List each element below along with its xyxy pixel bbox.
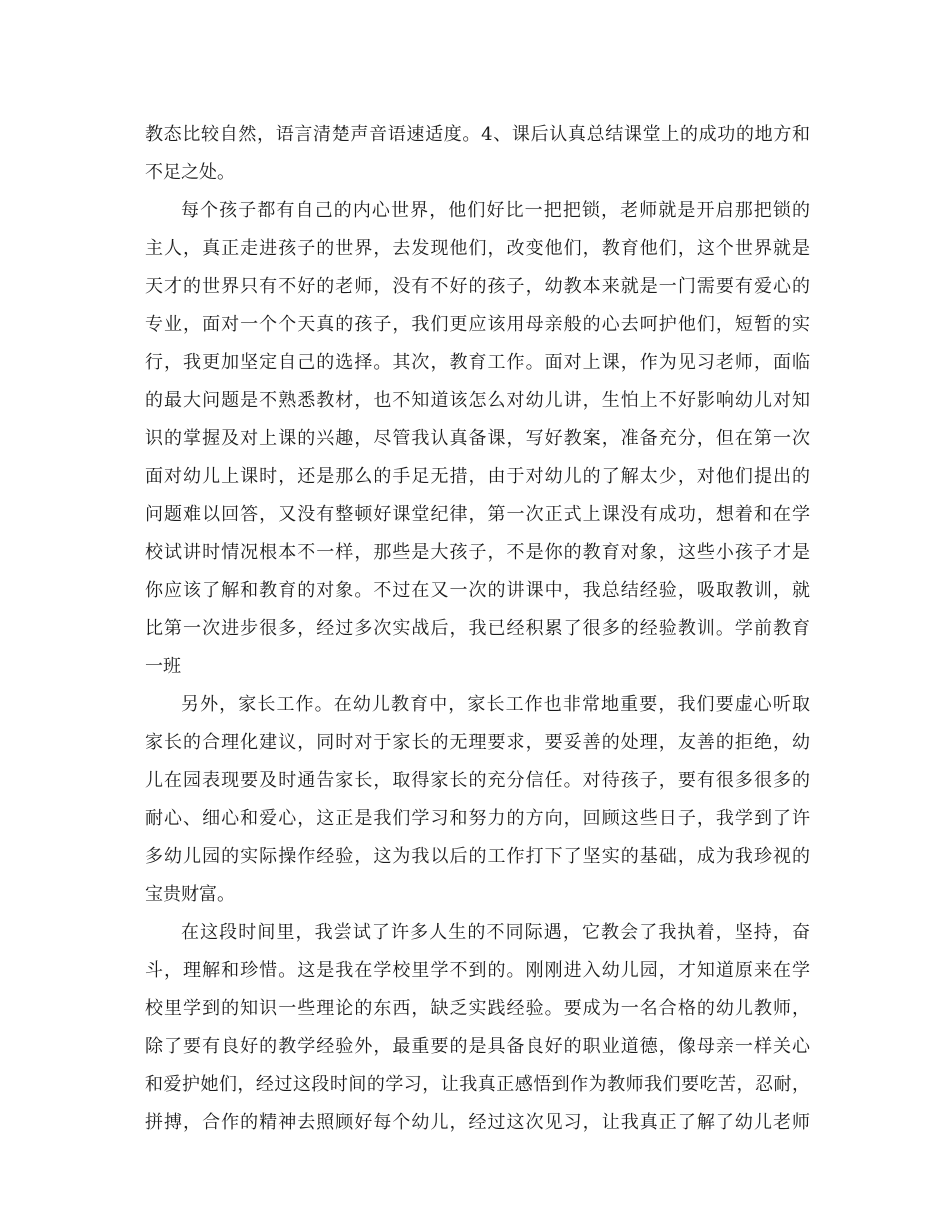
text-line: 识的掌握及对上课的兴趣，尽管我认真备课，写好教案，准备充分，但在第一次 xyxy=(145,428,810,449)
text-line: 耐心、细心和爱心，这正是我们学习和努力的方向，回顾这些日子，我学到了许 xyxy=(145,808,810,829)
text-line: 教态比较自然，语言清楚声音语速适度。4、课后认真总结课堂上的成功的地方和 xyxy=(145,124,810,145)
text-line: 比第一次进步很多，经过多次实战后，我已经积累了很多的经验教训。学前教育 xyxy=(145,618,810,639)
text-line: 主人，真正走进孩子的世界，去发现他们，改变他们，教育他们，这个世界就是 xyxy=(145,238,810,259)
text-line: 问题难以回答，又没有整顿好课堂纪律，第一次正式上课没有成功，想着和在学 xyxy=(145,504,810,525)
text-line: 的最大问题是不熟悉教材，也不知道该怎么对幼儿讲，生怕上不好影响幼儿对知 xyxy=(145,390,810,411)
text-line: 除了要有良好的教学经验外，最重要的是具备良好的职业道德，像母亲一样关心 xyxy=(145,1036,810,1057)
text-line: 校里学到的知识一些理论的东西，缺乏实践经验。要成为一名合格的幼儿教师， xyxy=(145,998,810,1019)
text-line: 和爱护她们，经过这段时间的学习，让我真正感悟到作为教师我们要吃苦，忍耐， xyxy=(145,1074,810,1095)
paragraph-first-line: 在这段时间里，我尝试了许多人生的不同际遇，它教会了我执着，坚持，奋 xyxy=(181,922,810,943)
text-line: 不足之处。 xyxy=(145,162,235,183)
text-line: 专业，面对一个个天真的孩子，我们更应该用母亲般的心去呵护他们，短暂的实 xyxy=(145,314,810,335)
text-line: 你应该了解和教育的对象。不过在又一次的讲课中，我总结经验，吸取教训，就 xyxy=(145,580,810,601)
text-line: 行，我更加坚定自己的选择。其次，教育工作。面对上课，作为见习老师，面临 xyxy=(145,352,810,373)
text-line: 拼搏，合作的精神去照顾好每个幼儿，经过这次见习，让我真正了解了幼儿老师 xyxy=(145,1112,810,1133)
text-line: 天才的世界只有不好的老师，没有不好的孩子，幼教本来就是一门需要有爱心的 xyxy=(145,276,810,297)
text-line: 多幼儿园的实际操作经验，这为我以后的工作打下了坚实的基础，成为我珍视的 xyxy=(145,846,810,867)
text-line: 面对幼儿上课时，还是那么的手足无措，由于对幼儿的了解太少，对他们提出的 xyxy=(145,466,810,487)
text-line: 一班 xyxy=(145,656,181,677)
paragraph-first-line: 每个孩子都有自己的内心世界，他们好比一把把锁，老师就是开启那把锁的 xyxy=(181,200,810,221)
text-line: 斗，理解和珍惜。这是我在学校里学不到的。刚刚进入幼儿园，才知道原来在学 xyxy=(145,960,810,981)
text-line: 儿在园表现要及时通告家长，取得家长的充分信任。对待孩子，要有很多很多的 xyxy=(145,770,810,791)
document-body xyxy=(145,116,810,1142)
paragraph-first-line: 另外，家长工作。在幼儿教育中，家长工作也非常地重要，我们要虚心听取 xyxy=(181,694,810,715)
text-line: 校试讲时情况根本不一样，那些是大孩子，不是你的教育对象，这些小孩子才是 xyxy=(145,542,810,563)
text-line: 宝贵财富。 xyxy=(145,884,235,905)
text-line: 家长的合理化建议，同时对于家长的无理要求，要妥善的处理，友善的拒绝，幼 xyxy=(145,732,810,753)
